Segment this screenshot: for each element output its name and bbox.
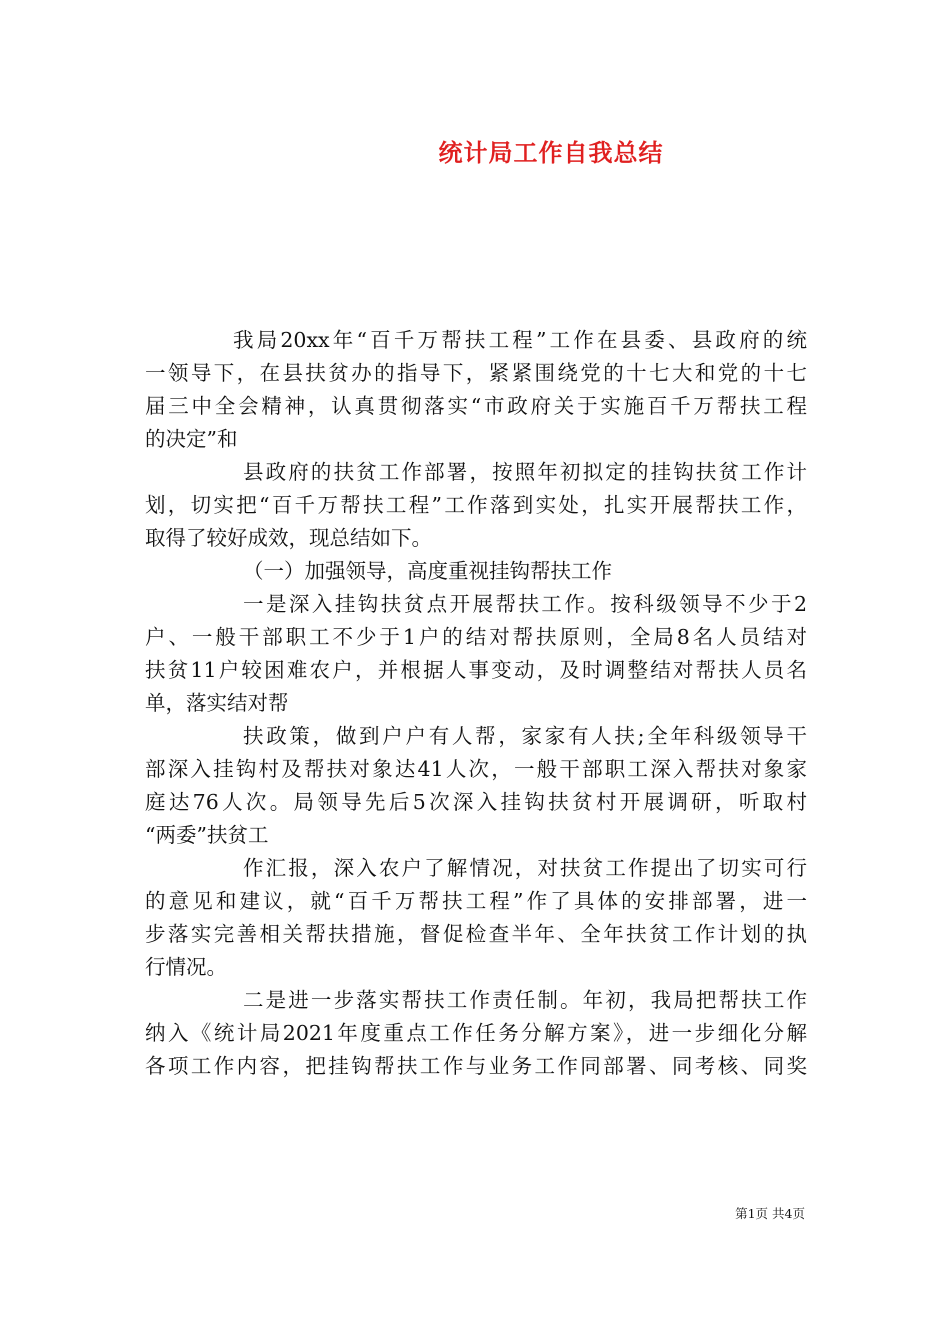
text-line: 作汇报，深入农户了解情况，对扶贫工作提出了切实可行 xyxy=(243,856,807,880)
text-line: 扶政策，做到户户有人帮，家家有人扶;全年科级领导干 xyxy=(243,724,807,748)
text-line: 一是深入挂钩扶贫点开展帮扶工作。按科级领导不少于2 xyxy=(243,592,807,616)
text-line: 部深入挂钩村及帮扶对象达41人次，一般干部职工深入帮扶对象家 xyxy=(145,757,807,781)
document-title: 统计局工作自我总结 xyxy=(438,139,664,167)
text-line: 二是进一步落实帮扶工作责任制。年初，我局把帮扶工作 xyxy=(243,988,807,1012)
text-line: 庭达76人次。局领导先后5次深入挂钩扶贫村开展调研，听取村 xyxy=(145,790,807,814)
text-line: 纳入《统计局2021年度重点工作任务分解方案》，进一步细化分解 xyxy=(145,1021,807,1045)
document-body xyxy=(145,324,807,1083)
text-line: 扶贫11户较困难农户，并根据人事变动，及时调整结对帮扶人员名 xyxy=(145,658,807,682)
text-line: 各项工作内容，把挂钩帮扶工作与业务工作同部署、同考核、同奖 xyxy=(145,1054,807,1078)
text-line: 我局20xx年“百千万帮扶工程”工作在县委、县政府的统 xyxy=(233,328,807,352)
text-line: 一领导下，在县扶贫办的指导下，紧紧围绕党的十七大和党的十七 xyxy=(145,361,807,385)
text-line: 户、一般干部职工不少于1户的结对帮扶原则，全局8名人员结对 xyxy=(145,625,807,649)
page-number: 第1页 共4页 xyxy=(735,1206,805,1221)
text-line: 行情况。 xyxy=(145,955,227,979)
text-line: 单，落实结对帮 xyxy=(145,691,289,715)
text-line: 届三中全会精神，认真贯彻落实“市政府关于实施百千万帮扶工程 xyxy=(145,394,807,418)
text-line: （一）加强领导，高度重视挂钩帮扶工作 xyxy=(243,559,612,583)
text-line: 县政府的扶贫工作部署，按照年初拟定的挂钩扶贫工作计 xyxy=(243,460,807,484)
text-line: 的意见和建议，就“百千万帮扶工程”作了具体的安排部署，进一 xyxy=(145,889,807,913)
text-line: 步落实完善相关帮扶措施，督促检查半年、全年扶贫工作计划的执 xyxy=(145,922,807,946)
text-line: 的决定”和 xyxy=(145,427,238,451)
text-line: “两委”扶贫工 xyxy=(145,823,269,847)
text-line: 划，切实把“百千万帮扶工程”工作落到实处，扎实开展帮扶工作， xyxy=(145,493,807,517)
text-line: 取得了较好成效，现总结如下。 xyxy=(145,526,432,550)
